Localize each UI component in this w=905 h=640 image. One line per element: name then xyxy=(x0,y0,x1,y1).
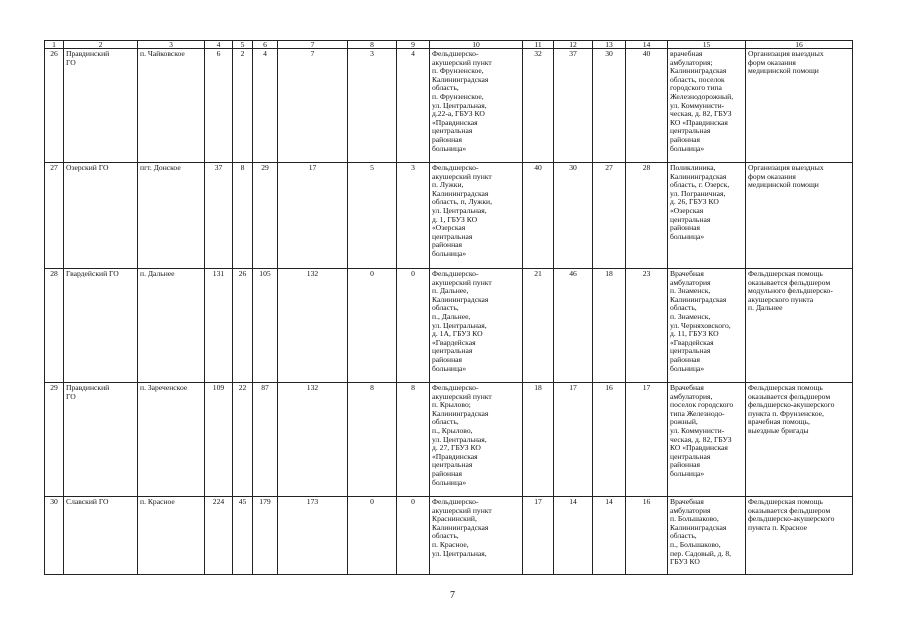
column-number: 3 xyxy=(138,41,205,49)
value-cell: 30 xyxy=(554,163,593,269)
value-cell: 26 xyxy=(233,269,253,383)
value-cell: 37 xyxy=(554,49,593,163)
care-organization-cell: Фельдшерская помощь оказывается фельдшером модульного фельдшерско- акушерского пункта п. Дальнее xyxy=(746,269,853,383)
value-cell: 18 xyxy=(523,383,554,497)
district-cell: Правдинский ГО xyxy=(64,383,138,497)
value-cell: 8 xyxy=(397,383,430,497)
care-organization-cell: Организация выездных форм оказания медицинской помощи xyxy=(746,163,853,269)
column-number: 14 xyxy=(626,41,668,49)
care-organization-cell: Фельдшерская помощь оказывается фельдшером фельдшерско-акушерского пункта п. Красное xyxy=(746,497,853,575)
value-cell: 30 xyxy=(593,49,626,163)
clinic-cell: Врачебная амбулатория, поселок городского типа Железнодо- рожный, ул. Коммунисти- ческая, д. 82, ГБУЗ КО «Правдинская центральная районная больница» xyxy=(668,383,746,497)
column-number: 13 xyxy=(593,41,626,49)
column-number: 2 xyxy=(64,41,138,49)
value-cell: 17 xyxy=(554,383,593,497)
value-cell: 132 xyxy=(278,269,348,383)
page-number: 7 xyxy=(450,590,455,601)
table-row xyxy=(45,49,853,163)
row-number: 29 xyxy=(45,383,64,497)
value-cell: 21 xyxy=(523,269,554,383)
column-number: 6 xyxy=(253,41,278,49)
value-cell: 3 xyxy=(397,163,430,269)
value-cell: 17 xyxy=(626,383,668,497)
column-number: 1 xyxy=(45,41,64,49)
value-cell: 0 xyxy=(348,497,397,575)
clinic-cell: Врачебная амбулатория п. Знаменск, Калининградская область, п. Знаменск, ул. Черняховского, д. 11, ГБУЗ КО «Гвардейская центральная районная больница» xyxy=(668,269,746,383)
column-number: 5 xyxy=(233,41,253,49)
value-cell: 179 xyxy=(253,497,278,575)
value-cell: 14 xyxy=(554,497,593,575)
clinic-cell: Врачебная амбулатория п. Большаково, Калининградская область, п., Большаково, пер. Садовый, д. 8, ГБУЗ КО xyxy=(668,497,746,575)
value-cell: 23 xyxy=(626,269,668,383)
value-cell: 29 xyxy=(253,163,278,269)
value-cell: 46 xyxy=(554,269,593,383)
value-cell: 131 xyxy=(205,269,233,383)
value-cell: 37 xyxy=(205,163,233,269)
settlement-cell: п. Дальнее xyxy=(138,269,205,383)
value-cell: 224 xyxy=(205,497,233,575)
value-cell: 32 xyxy=(523,49,554,163)
value-cell: 0 xyxy=(397,269,430,383)
value-cell: 8 xyxy=(348,383,397,497)
value-cell: 27 xyxy=(593,163,626,269)
value-cell: 16 xyxy=(593,383,626,497)
table-row xyxy=(45,383,853,497)
care-organization-cell: Организация выездных форм оказания медицинской помощи xyxy=(746,49,853,163)
column-number: 8 xyxy=(348,41,397,49)
column-number: 7 xyxy=(278,41,348,49)
settlement-cell: п. Красное xyxy=(138,497,205,575)
value-cell: 0 xyxy=(348,269,397,383)
column-number: 10 xyxy=(430,41,523,49)
table-row xyxy=(45,163,853,269)
column-number: 16 xyxy=(746,41,853,49)
table-row xyxy=(45,269,853,383)
facility-cell: Фельдшерско- акушерский пункт п. Крылово; Калининградская область, п., Крылово, ул. Центральная, д. 27, ГБУЗ КО «Правдинская центральная районная больница» xyxy=(430,383,523,497)
value-cell: 40 xyxy=(626,49,668,163)
row-number: 30 xyxy=(45,497,64,575)
value-cell: 132 xyxy=(278,383,348,497)
district-cell: Гвардейский ГО xyxy=(64,269,138,383)
row-number: 28 xyxy=(45,269,64,383)
district-cell: Славский ГО xyxy=(64,497,138,575)
settlement-cell: пгт. Донское xyxy=(138,163,205,269)
value-cell: 109 xyxy=(205,383,233,497)
value-cell: 87 xyxy=(253,383,278,497)
facility-cell: Фельдшерско- акушерский пункт п. Лужки, Калининградская область, п, Лужки, ул. Центральная, д. 1, ГБУЗ КО «Озерская центральная районная больница» xyxy=(430,163,523,269)
district-cell: Правдинский ГО xyxy=(64,49,138,163)
value-cell: 14 xyxy=(593,497,626,575)
value-cell: 28 xyxy=(626,163,668,269)
row-number: 27 xyxy=(45,163,64,269)
value-cell: 4 xyxy=(253,49,278,163)
value-cell: 105 xyxy=(253,269,278,383)
value-cell: 40 xyxy=(523,163,554,269)
column-number: 4 xyxy=(205,41,233,49)
district-cell: Озерский ГО xyxy=(64,163,138,269)
value-cell: 7 xyxy=(278,49,348,163)
facility-cell: Фельдшерско- акушерский пункт п. Фрунзенское, Калининградская область, п. Фрунзенское, ул. Центральная, д.22-а, ГБУЗ КО «Правдинская центральная районная больница» xyxy=(430,49,523,163)
table-row xyxy=(45,497,853,575)
facility-cell: Фельдшерско- акушерский пункт Краснинский, Калининградская область, п. Красное, ул. Центральная, xyxy=(430,497,523,575)
value-cell: 22 xyxy=(233,383,253,497)
table-header-row xyxy=(45,41,853,49)
row-number: 26 xyxy=(45,49,64,163)
value-cell: 3 xyxy=(348,49,397,163)
column-number: 11 xyxy=(523,41,554,49)
value-cell: 16 xyxy=(626,497,668,575)
value-cell: 6 xyxy=(205,49,233,163)
column-number: 15 xyxy=(668,41,746,49)
value-cell: 17 xyxy=(278,163,348,269)
clinic-cell: Поликлиника, Калининградская область, г. Озерск, ул. Пограничная, д. 26, ГБУЗ КО «Озерская центральная районная больница» xyxy=(668,163,746,269)
value-cell: 173 xyxy=(278,497,348,575)
value-cell: 0 xyxy=(397,497,430,575)
value-cell: 18 xyxy=(593,269,626,383)
settlement-cell: п. Зареченское xyxy=(138,383,205,497)
value-cell: 17 xyxy=(523,497,554,575)
data-table xyxy=(44,40,853,575)
value-cell: 8 xyxy=(233,163,253,269)
column-number: 9 xyxy=(397,41,430,49)
facility-cell: Фельдшерско- акушерский пункт п. Дальнее, Калининградская область, п., Дальнее, ул. Центральная, д. 1А, ГБУЗ КО «Гвардейская центральная районная больница» xyxy=(430,269,523,383)
clinic-cell: врачебная амбулатория; Калининградская область, поселок городского типа Железнодорожный, ул. Коммунисти- ческая, д. 82, ГБУЗ КО «Правдинская центральная районная больница» xyxy=(668,49,746,163)
settlement-cell: п. Чайковское xyxy=(138,49,205,163)
value-cell: 45 xyxy=(233,497,253,575)
care-organization-cell: Фельдшерская помощь оказывается фельдшером фельдшерско-акушерского пункта п. Фрунзенское, врачебная помощь, выездные бригады xyxy=(746,383,853,497)
value-cell: 2 xyxy=(233,49,253,163)
value-cell: 5 xyxy=(348,163,397,269)
value-cell: 4 xyxy=(397,49,430,163)
column-number: 12 xyxy=(554,41,593,49)
